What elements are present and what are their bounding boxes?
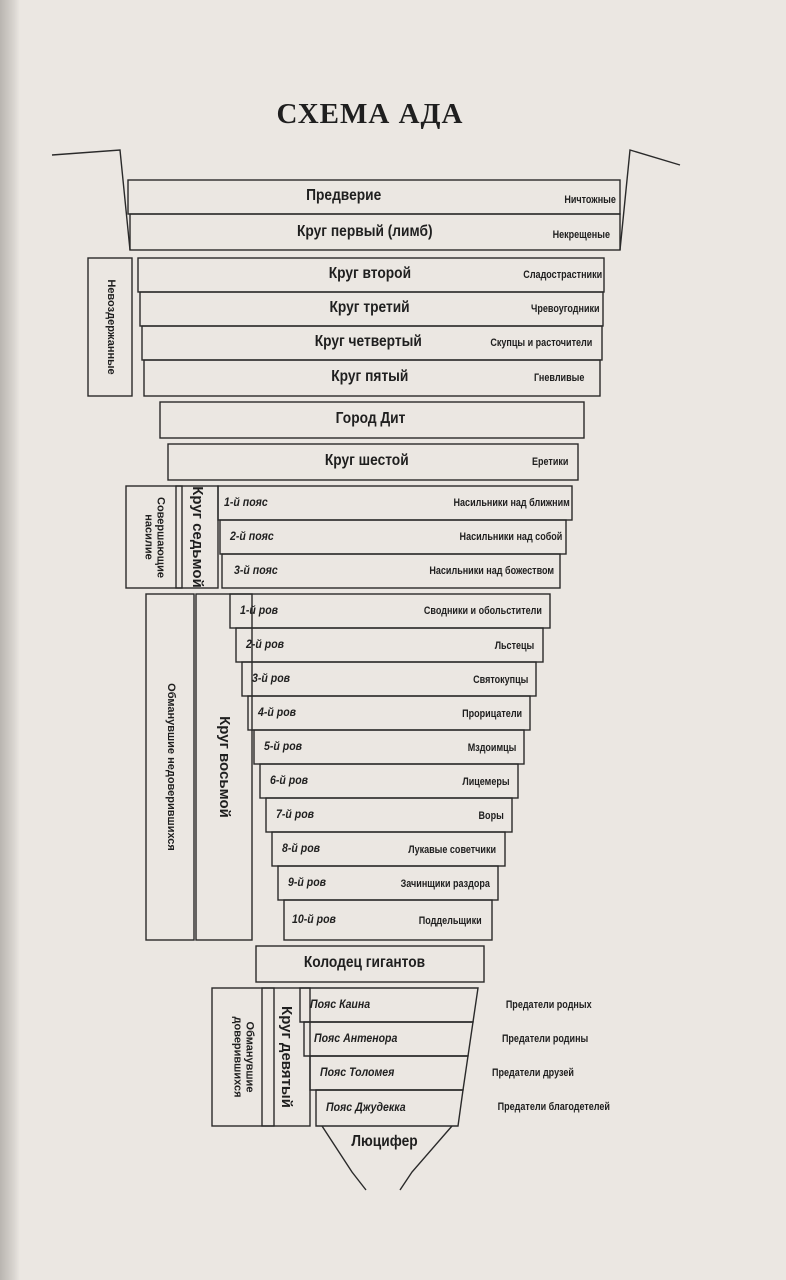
zone-label: Пояс Антенора [314, 1031, 398, 1045]
circle4-label: Круг четвертый [314, 333, 422, 350]
ditch-label: 1-й ров [240, 603, 279, 617]
zone-note: Предатели благодетелей [497, 1101, 610, 1113]
belt-label: 1-й пояс [224, 495, 268, 509]
zone-label: Пояс Толомея [320, 1065, 395, 1079]
circle6-label: Круг шестой [324, 452, 409, 469]
circle2-note: Сладострастники [523, 269, 602, 281]
ditch-label: 5-й ров [264, 739, 303, 753]
circle6-note: Еретики [531, 456, 568, 468]
ditch-label: 6-й ров [270, 773, 309, 787]
circle3-note: Чревоугодники [531, 303, 600, 315]
circle1-label: Круг первый (лимб) [297, 223, 433, 240]
ditch-label: 3-й ров [252, 671, 291, 685]
zone-note: Предатели родных [506, 999, 592, 1011]
ditch-note: Воры [478, 810, 504, 822]
ditch-note: Святокупцы [472, 674, 528, 686]
circle3-label: Круг третий [329, 299, 410, 316]
belt-note: Насильники над собой [459, 531, 562, 543]
ditch-note: Зачинщики раздора [400, 878, 490, 890]
giants-label: Колодец гигантов [303, 954, 426, 971]
vestibule-note: Ничтожные [564, 194, 616, 206]
ditch-label: 7-й ров [276, 807, 315, 821]
ditch-label: 2-й ров [246, 637, 285, 651]
circle5-note: Гневливые [533, 372, 584, 384]
funnel-rim [620, 150, 680, 250]
circle5-label: Круг пятый [331, 368, 409, 385]
ditch-note: Лукавые советчики [408, 844, 496, 856]
ditch-note: Поддельщики [419, 915, 482, 927]
violent-label: Совершающие насилие [143, 497, 167, 578]
ditch-label: 4-й ров [258, 705, 297, 719]
circle8-label: Круг восьмой [215, 716, 233, 818]
page-title: СХЕМА АДА [276, 98, 464, 130]
vestibule-label: Предверие [306, 187, 382, 204]
fraud-trusting-label: Обманувшие доверившихся [232, 1016, 256, 1098]
circle4-note: Скупцы и расточители [490, 337, 592, 349]
circle1-note: Некрещеные [552, 229, 610, 241]
zone-note: Предатели друзей [492, 1067, 574, 1079]
circle2-label: Круг второй [328, 265, 412, 282]
funnel-rim [52, 150, 130, 250]
ditch-note: Лицемеры [462, 776, 510, 788]
incontinence-label: Невоздержанные [104, 279, 117, 375]
belt-label: 3-й пояс [234, 563, 278, 577]
zone-label: Пояс Каина [310, 997, 371, 1011]
belt-note: Насильники над божеством [429, 565, 554, 577]
ditch-label: 9-й ров [288, 875, 327, 889]
ditch-label: 10-й ров [292, 912, 336, 926]
fraud-untrusting-label: Обманувшие недоверившихся [164, 683, 177, 851]
circle7-label: Круг седьмой [188, 486, 206, 588]
zone-label: Пояс Джудекка [326, 1100, 406, 1114]
ditch-note: Мздоимцы [467, 742, 516, 754]
ditch-note: Сводники и обольстители [423, 605, 542, 617]
ditch-note: Прорицатели [462, 708, 522, 720]
zone-note: Предатели родины [501, 1033, 588, 1045]
belt-note: Насильники над ближним [453, 497, 570, 509]
ditch-note: Льстецы [494, 640, 534, 652]
lucifer-label: Люцифер [351, 1133, 418, 1150]
belt-label: 2-й пояс [230, 529, 274, 543]
circle9-label: Круг девятый [277, 1006, 295, 1108]
dis-label: Город Дит [335, 410, 406, 427]
ditch-label: 8-й ров [282, 841, 321, 855]
